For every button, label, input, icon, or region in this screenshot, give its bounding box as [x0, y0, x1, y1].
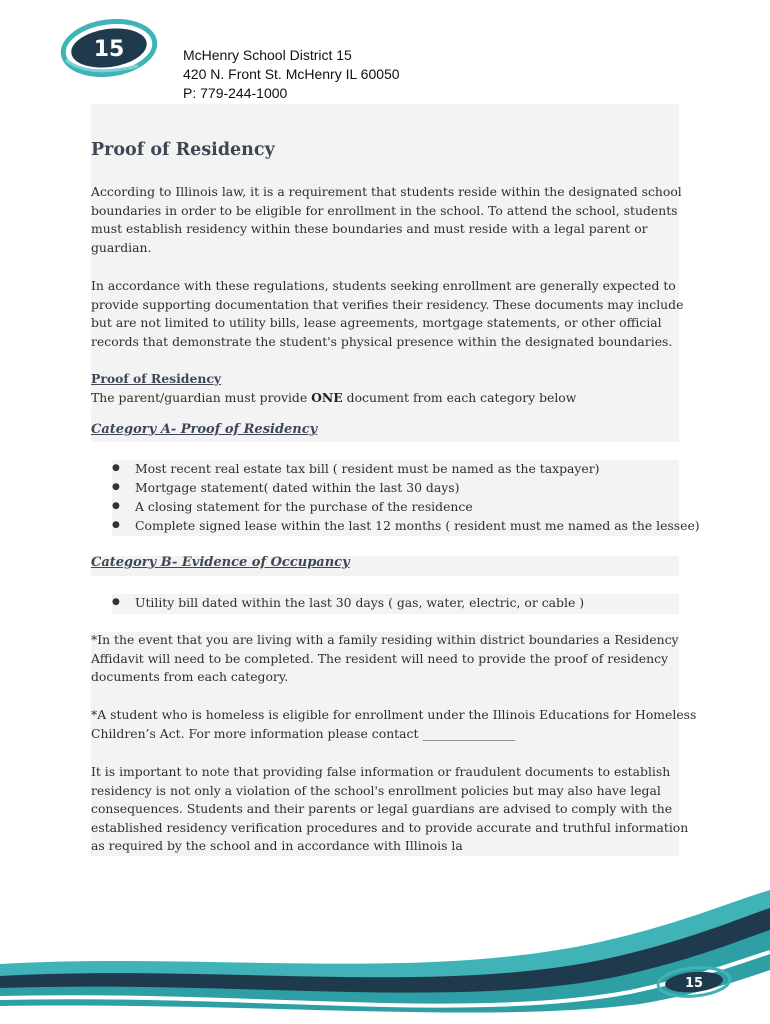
homeless-line: Children’s Act. For more information please contact _______________ — [91, 725, 516, 741]
list-item: ● Complete signed lease within the last 12 months ( resident must me named as the lessee) — [112, 516, 700, 535]
homeless-note — [91, 706, 697, 743]
accordance-line: provide supporting documentation that verifies their residency. These documents may include — [91, 296, 684, 312]
page-title: Proof of Residency — [91, 140, 275, 160]
proof-instruction — [91, 390, 576, 405]
accordance-line: In accordance with these regulations, students seeking enrollment are generally expected to — [91, 278, 676, 293]
intro-line: guardian. — [91, 239, 152, 255]
proof-instruction-text-end: document from each category below — [342, 390, 577, 405]
accordance-line: but are not limited to utility bills, lease agreements, mortgage statements, or other official — [91, 315, 662, 331]
list-item: ● Most recent real estate tax bill ( resident must be named as the taxpayer) — [112, 459, 700, 478]
category-b-heading: Category B- Evidence of Occupancy — [91, 555, 350, 570]
accordance-paragraph — [91, 277, 691, 351]
footer-logo-text: 15 — [684, 976, 704, 991]
closing-line: consequences. Students and their parents or legal guardians are advised to comply with the — [91, 801, 673, 817]
district-15-logo-small — [654, 964, 734, 1000]
district-name: McHenry School District 15 — [183, 47, 352, 63]
affidavit-note — [91, 631, 691, 687]
category-a-heading: Category A- Proof of Residency — [91, 422, 318, 437]
intro-line: must establish residency within these boundaries and must reside with a legal parent or — [91, 221, 648, 237]
category-a-list — [112, 459, 700, 535]
proof-instruction-text: The parent/guardian must provide — [91, 390, 312, 405]
district-address: 420 N. Front St. McHenry IL 60050 — [183, 66, 400, 82]
district-phone: P: 779-244-1000 — [183, 85, 288, 101]
closing-line: as required by the school and in accordance with Illinois la — [91, 838, 463, 854]
closing-line: residency is not only a violation of the school's enrollment policies but may also have legal — [91, 782, 661, 798]
closing-line: It is important to note that providing false information or fraudulent documents to establish — [91, 764, 671, 779]
list-item: ● A closing statement for the purchase of the residence — [112, 497, 700, 516]
closing-line: established residency verification procedures and to provide accurate and truthful information — [91, 819, 689, 835]
category-b-list — [112, 593, 584, 612]
homeless-line: *A student who is homeless is eligible for enrollment under the Illinois Educations for Homeless — [91, 707, 697, 722]
intro-line: boundaries in order to be eligible for enrollment in the school. To attend the school, students — [91, 202, 678, 218]
district-15-logo — [58, 16, 160, 80]
logo-text: 15 — [93, 37, 125, 62]
affidavit-line: Affidavit will need to be completed. The resident will need to provide the proof of residency — [91, 650, 669, 666]
list-item: ● Utility bill dated within the last 30 days ( gas, water, electric, or cable ) — [112, 593, 584, 612]
accordance-line: records that demonstrate the student's physical presence within the designated boundaries. — [91, 333, 673, 349]
intro-paragraph — [91, 183, 691, 257]
district-info — [183, 46, 400, 103]
affidavit-line: *In the event that you are living with a family residing within district boundaries a Residency — [91, 632, 679, 647]
affidavit-line: documents from each category. — [91, 669, 289, 685]
proof-subheading: Proof of Residency — [91, 371, 222, 386]
list-item: ● Mortgage statement( dated within the last 30 days) — [112, 478, 700, 497]
footer-wave — [0, 872, 770, 1024]
closing-paragraph — [91, 763, 691, 856]
intro-line: According to Illinois law, it is a requirement that students reside within the designated school — [91, 184, 682, 199]
proof-instruction-emphasis: ONE — [311, 390, 343, 405]
